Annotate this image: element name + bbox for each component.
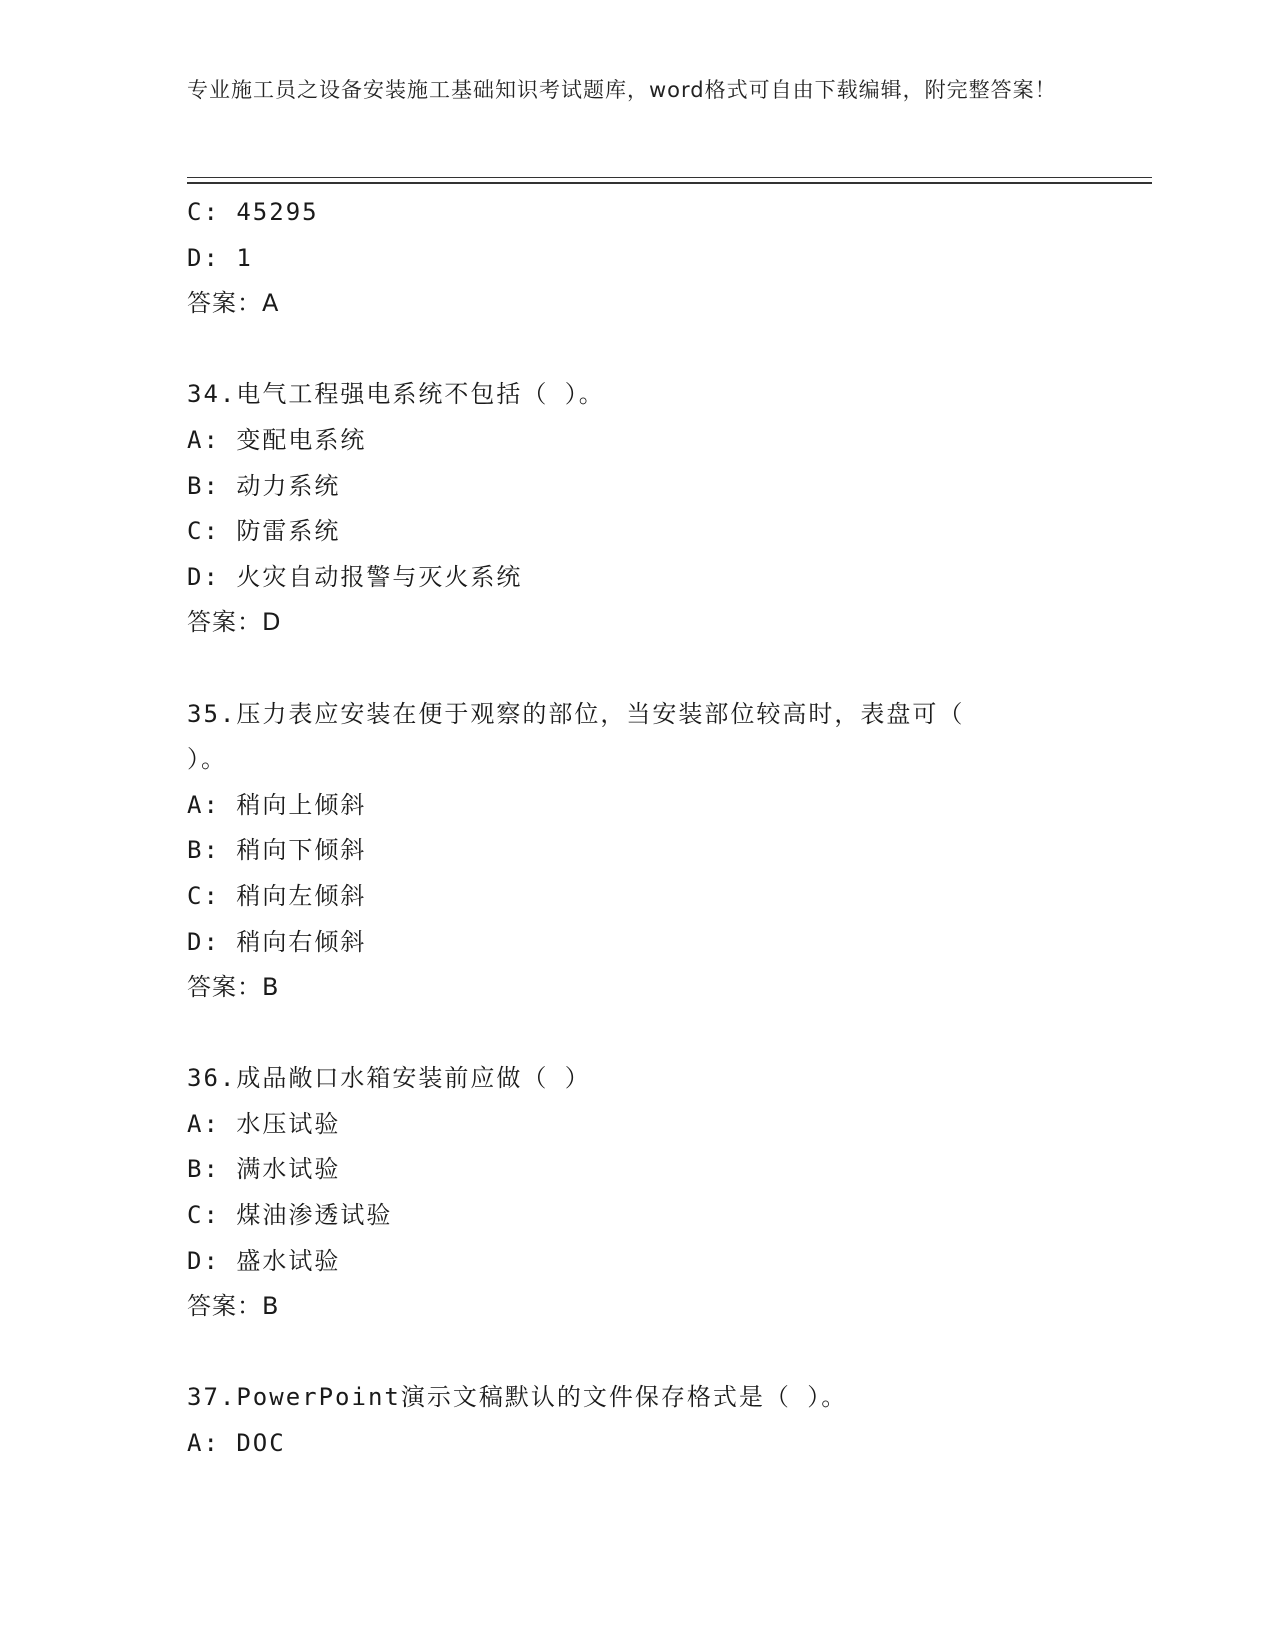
question-33-tail	[187, 190, 1087, 327]
option-c: C: 煤油渗透试验	[187, 1201, 393, 1230]
question-stem: 35.压力表应安装在便于观察的部位，当安装部位较高时，表盘可（ ）。	[187, 699, 965, 774]
option-d: D: 盛水试验	[187, 1246, 341, 1275]
spacer	[187, 646, 1087, 692]
option-c: C: 防雷系统	[187, 517, 341, 546]
option-b: B: 动力系统	[187, 471, 341, 500]
option-c: C: 稍向左倾斜	[187, 881, 367, 910]
question-34	[187, 372, 1087, 646]
option-a: A: 水压试验	[187, 1109, 341, 1138]
document-header	[187, 74, 1087, 107]
option-a: A: DOC	[187, 1429, 286, 1458]
question-stem: 37.PowerPoint演示文稿默认的文件保存格式是（ ）。	[187, 1383, 848, 1412]
spacer	[187, 327, 1087, 373]
spacer	[187, 1011, 1087, 1057]
answer-line: 答案：A	[187, 289, 280, 318]
spacer	[187, 1330, 1087, 1376]
question-list	[187, 190, 1087, 1467]
question-stem: 36.成品敞口水箱安装前应做（ ）	[187, 1064, 591, 1093]
question-stem: 34.电气工程强电系统不包括（ ）。	[187, 380, 605, 409]
answer-line: 答案：B	[187, 973, 280, 1002]
option-a: A: 变配电系统	[187, 425, 367, 454]
option-d: D: 稍向右倾斜	[187, 927, 367, 956]
option-d: D: 1	[187, 243, 253, 272]
option-b: B: 稍向下倾斜	[187, 836, 367, 865]
header-divider-thick	[187, 182, 1152, 184]
option-c: C: 45295	[187, 198, 319, 226]
answer-line: 答案：B	[187, 1292, 280, 1321]
option-a: A: 稍向上倾斜	[187, 790, 367, 819]
option-d: D: 火灾自动报警与灭火系统	[187, 562, 523, 591]
question-37	[187, 1375, 1087, 1466]
question-36	[187, 1056, 1087, 1330]
option-b: B: 满水试验	[187, 1155, 341, 1184]
header-title: 专业施工员之设备安装施工基础知识考试题库，word格式可自由下载编辑，附完整答案！	[187, 78, 1057, 102]
answer-line: 答案：D	[187, 608, 282, 637]
header-divider-thin	[187, 177, 1152, 178]
question-35	[187, 692, 1087, 1011]
